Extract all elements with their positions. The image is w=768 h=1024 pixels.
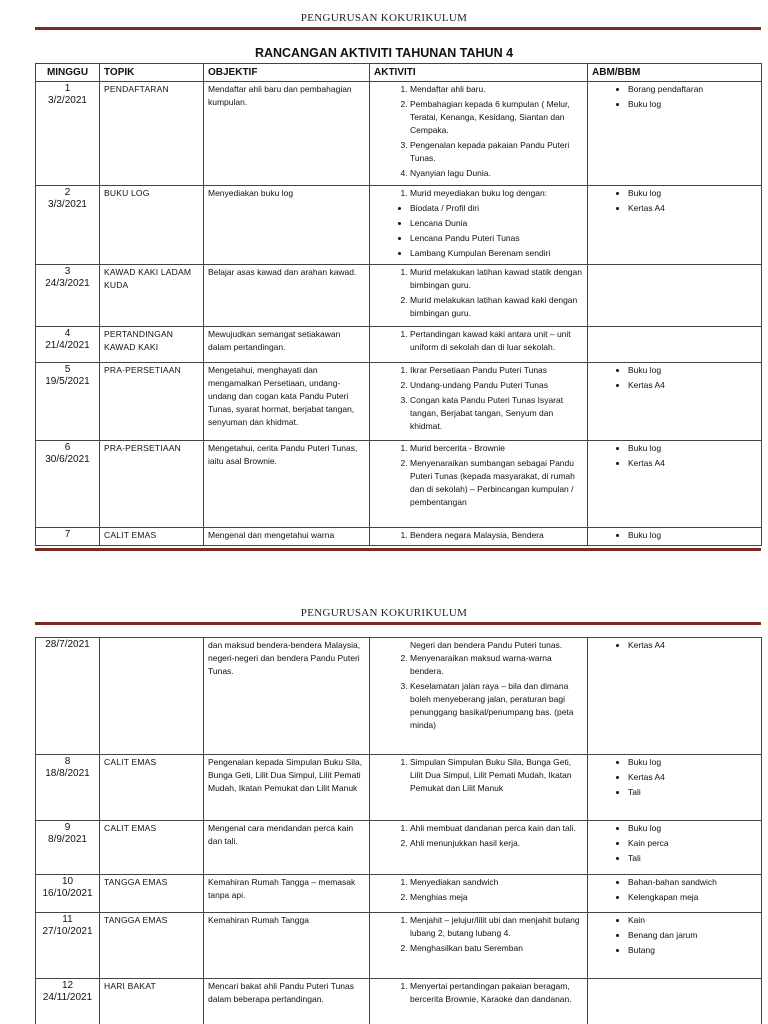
abm-item: • Benang dan jarum (628, 929, 757, 942)
activity-item: 1. Murid bercerita - Brownie (410, 442, 583, 455)
abm-item: • Buku log (628, 364, 757, 377)
table-row (36, 821, 762, 875)
abm-cell (588, 913, 762, 979)
topic-cell: BUKU LOG (100, 186, 204, 265)
topic-cell: CALIT EMAS (100, 821, 204, 875)
activity-item: 1. Ikrar Persetiaan Pandu Puteri Tunas (410, 364, 583, 377)
table-row (36, 186, 762, 265)
week-cell (36, 363, 100, 441)
objective-cell: dan maksud bendera-bendera Malaysia, negeri-negeri dan bendera Pandu Puteri Tunas. (204, 638, 370, 755)
activity-item: 1. Mendaftar ahli baru. (410, 83, 583, 96)
objective-cell: Pengenalan kepada Simpulan Buku Sila, Bunga Geti, Lilit Dua Simpul, Lilit Pemati Mudah, Ikatan Pemukat dan Lilit Manuk (204, 755, 370, 821)
topic-cell: PERTANDINGAN KAWAD KAKI (100, 327, 204, 363)
week-date: 27/10/2021 (42, 926, 93, 937)
abm-item: • Kertas A4 (628, 639, 757, 652)
activity-cell (370, 638, 588, 755)
abm-cell (588, 363, 762, 441)
col-header-minggu: MINGGU (36, 64, 100, 82)
activity-cell (370, 265, 588, 327)
topic-cell: PRA-PERSETIAAN (100, 441, 204, 528)
week-cell (36, 441, 100, 528)
abm-item: • Kertas A4 (628, 202, 757, 215)
activity-cell (370, 913, 588, 979)
abm-item: • Borang pendaftaran (628, 83, 757, 96)
table-header-row (36, 64, 762, 82)
abm-item: • Buku log (628, 187, 757, 200)
activity-bullet: • Biodata / Profil diri (410, 202, 583, 215)
activity-item: 1. Simpulan Simpulan Buku Sila, Bunga Geti, Lilit Dua Simpul, Lilit Pemati Mudah, Ikatan Pemukat dan Lilit Manuk (410, 756, 583, 795)
activity-cell (370, 755, 588, 821)
activity-item: 2. Menyenaraikan sumbangan sebagai Pandu Puteri Tunas (kepada masyarakat, di rumah dan di sekolah) – Perbincangan kumpulan / pembentangan (410, 457, 583, 509)
abm-cell (588, 441, 762, 528)
topic-cell: CALIT EMAS (100, 755, 204, 821)
activity-item: 1. Bendera negara Malaysia, Bendera (410, 529, 583, 542)
week-cell (36, 265, 100, 327)
activity-cell (370, 327, 588, 363)
week-date: 24/3/2021 (45, 278, 90, 289)
abm-cell (588, 755, 762, 821)
week-cell (36, 638, 100, 755)
topic-cell: HARI BAKAT (100, 979, 204, 1024)
abm-cell (588, 821, 762, 875)
table-row (36, 82, 762, 186)
abm-item: • Buku log (628, 756, 757, 769)
page2-table (35, 637, 762, 1024)
activity-cell (370, 875, 588, 913)
week-number: 10 (61, 876, 74, 887)
activity-item: 3. Keselamatan jalan raya – bila dan dimana boleh menyeberang jalan, peraturan bagi penunggang basikal/penumpang bas. (peta minda) (410, 680, 583, 732)
week-cell (36, 186, 100, 265)
table-row (36, 875, 762, 913)
week-cell (36, 755, 100, 821)
week-number: 3 (64, 266, 71, 277)
activity-item: 2. Menghias meja (410, 891, 583, 904)
page2-top-rule (35, 622, 761, 625)
activity-item: 1. Pertandingan kawad kaki antara unit – unit uniform di sekolah dan di luar sekolah. (410, 328, 583, 354)
objective-cell: Menyediakan buku log (204, 186, 370, 265)
activity-cell (370, 528, 588, 546)
activity-cell (370, 441, 588, 528)
objective-cell: Belajar asas kawad dan arahan kawad. (204, 265, 370, 327)
col-header-abm: ABM/BBM (588, 64, 762, 82)
week-number: 4 (64, 328, 71, 339)
activity-item: 1. Menjahit – jelujur/lilit ubi dan menjahit butang lubang 2, butang lubang 4. (410, 914, 583, 940)
abm-item: • Buku log (628, 822, 757, 835)
activity-item: 2. Murid melakukan latihan kawad kaki dengan bimbingan guru. (410, 294, 583, 320)
table-row (36, 913, 762, 979)
objective-cell: Mendaftar ahli baru dan pembahagian kumpulan. (204, 82, 370, 186)
week-cell (36, 82, 100, 186)
week-cell (36, 821, 100, 875)
abm-item: • Buku log (628, 98, 757, 111)
week-number: 8 (64, 756, 71, 767)
abm-item: • Buku log (628, 529, 757, 542)
week-date: 18/8/2021 (45, 768, 90, 779)
abm-cell (588, 979, 762, 1024)
table-row (36, 979, 762, 1024)
activity-cell (370, 979, 588, 1024)
abm-item: • Kertas A4 (628, 771, 757, 784)
week-date: 30/6/2021 (45, 454, 90, 465)
abm-cell (588, 265, 762, 327)
week-cell (36, 979, 100, 1024)
week-cell (36, 875, 100, 913)
abm-item: • Kain (628, 914, 757, 927)
activity-item: 1. Ahli membuat dandanan perca kain dan tali. (410, 822, 583, 835)
table-row (36, 363, 762, 441)
table-row (36, 755, 762, 821)
activity-bullet: • Lambang Kumpulan Berenam sendiri (410, 247, 583, 260)
abm-item: • Kelengkapan meja (628, 891, 757, 904)
page1-table (35, 63, 762, 546)
topic-cell (100, 638, 204, 755)
objective-cell: Mengenal cara mendandan perca kain dan tali. (204, 821, 370, 875)
topic-cell: KAWAD KAKI LADAM KUDA (100, 265, 204, 327)
week-number: 1 (64, 83, 71, 94)
week-cell (36, 327, 100, 363)
page1-top-rule (35, 27, 761, 30)
week-number: 5 (64, 364, 71, 375)
table-row (36, 327, 762, 363)
week-date: 19/5/2021 (45, 376, 90, 387)
topic-cell: PENDAFTARAN (100, 82, 204, 186)
abm-cell (588, 82, 762, 186)
activity-continuation: Negeri dan bendera Pandu Puteri tunas. (410, 640, 563, 650)
week-date: 28/7/2021 (45, 639, 90, 650)
activity-item: 3. Pengenalan kepada pakaian Pandu Puteri Tunas. (410, 139, 583, 165)
objective-cell: Mengenal dan mengetahui warna (204, 528, 370, 546)
week-date: 8/9/2021 (48, 834, 87, 845)
activity-item: 2. Undang-undang Pandu Puteri Tunas (410, 379, 583, 392)
col-header-aktiviti: AKTIVITI (370, 64, 588, 82)
objective-cell: Mengetahui, cerita Pandu Puteri Tunas, iaitu asal Brownie. (204, 441, 370, 528)
col-header-objektif: OBJEKTIF (204, 64, 370, 82)
activity-item: 2. Menyenaraikan maksud warna-warna bendera. (410, 652, 583, 678)
week-number: 11 (62, 914, 73, 925)
abm-item: • Kertas A4 (628, 457, 757, 470)
activity-item: 2. Menghasilkan batu Seremban (410, 942, 583, 955)
activity-cell (370, 363, 588, 441)
page1-bottom-rule (35, 548, 761, 551)
week-number: 12 (61, 980, 74, 991)
week-cell (36, 528, 100, 546)
activity-bullet: • Lencana Dunia (410, 217, 583, 230)
activity-cell (370, 82, 588, 186)
activity-bullet: • Lencana Pandu Puteri Tunas (410, 232, 583, 245)
objective-cell: Mewujudkan semangat setiakawan dalam pertandingan. (204, 327, 370, 363)
abm-item: • Tali (628, 852, 757, 865)
abm-cell (588, 327, 762, 363)
activity-item: 3. Congan kata Pandu Puteri Tunas Isyarat tangan, Berjabat tangan, Senyum dan khidmat. (410, 394, 583, 433)
topic-cell: PRA-PERSETIAAN (100, 363, 204, 441)
activity-item: 1. Murid melakukan latihan kawad statik dengan bimbingan guru. (410, 266, 583, 292)
abm-item: • Buku log (628, 442, 757, 455)
week-date: 21/4/2021 (45, 340, 90, 351)
abm-item: • Tali (628, 786, 757, 799)
page2-header: PENGURUSAN KOKURIKULUM (300, 607, 468, 619)
page1-title: RANCANGAN AKTIVITI TAHUNAN TAHUN 4 (254, 46, 514, 60)
week-number: 9 (64, 822, 71, 833)
week-number: 7 (64, 529, 71, 540)
col-header-topik: TOPIK (100, 64, 204, 82)
activity-item: 1. Menyediakan sandwich (410, 876, 583, 889)
abm-cell (588, 875, 762, 913)
abm-item: • Bahan-bahan sandwich (628, 876, 757, 889)
table-row (36, 265, 762, 327)
topic-cell: TANGGA EMAS (100, 875, 204, 913)
activity-item: 2. Pembahagian kepada 6 kumpulan ( Melur, Teratai, Kenanga, Kesidang, Siantan dan Cempaka. (410, 98, 583, 137)
table-row (36, 441, 762, 528)
abm-item: • Kertas A4 (628, 379, 757, 392)
week-number: 6 (64, 442, 71, 453)
week-date: 24/11/2021 (42, 992, 93, 1003)
abm-cell (588, 186, 762, 265)
abm-cell (588, 638, 762, 755)
objective-cell: Kemahiran Rumah Tangga – memasak tanpa api. (204, 875, 370, 913)
abm-item: • Kain perca (628, 837, 757, 850)
activity-item: 1. Murid meyediakan buku log dengan: (410, 187, 583, 200)
topic-cell: CALIT EMAS (100, 528, 204, 546)
week-number: 2 (64, 187, 71, 198)
week-date: 16/10/2021 (42, 888, 93, 899)
objective-cell: Mengetahui, menghayati dan mengamalkan Persetiaan, undang-undang dan cogan kata Pandu Puteri Tunas, syarat hormat, berjabat tangan, senyuman dan khidmat. (204, 363, 370, 441)
activity-cell (370, 821, 588, 875)
activity-item: 1. Menyertai pertandingan pakaian beragam, bercerita Brownie, Karaoke dan dandanan. (410, 980, 583, 1006)
table-row (36, 528, 762, 546)
activity-cell (370, 186, 588, 265)
week-date: 3/3/2021 (48, 199, 87, 210)
objective-cell: Kemahiran Rumah Tangga (204, 913, 370, 979)
activity-item: 4. Nyanyian lagu Dunia. (410, 167, 583, 180)
abm-cell (588, 528, 762, 546)
abm-item: • Butang (628, 944, 757, 957)
activity-item: 2. Ahli menunjukkan hasil kerja. (410, 837, 583, 850)
objective-cell: Mencari bakat ahli Pandu Puteri Tunas dalam beberapa pertandingan. (204, 979, 370, 1024)
week-date: 3/2/2021 (48, 95, 87, 106)
week-cell (36, 913, 100, 979)
page1-header: PENGURUSAN KOKURIKULUM (300, 12, 468, 24)
topic-cell: TANGGA EMAS (100, 913, 204, 979)
table-row (36, 638, 762, 755)
